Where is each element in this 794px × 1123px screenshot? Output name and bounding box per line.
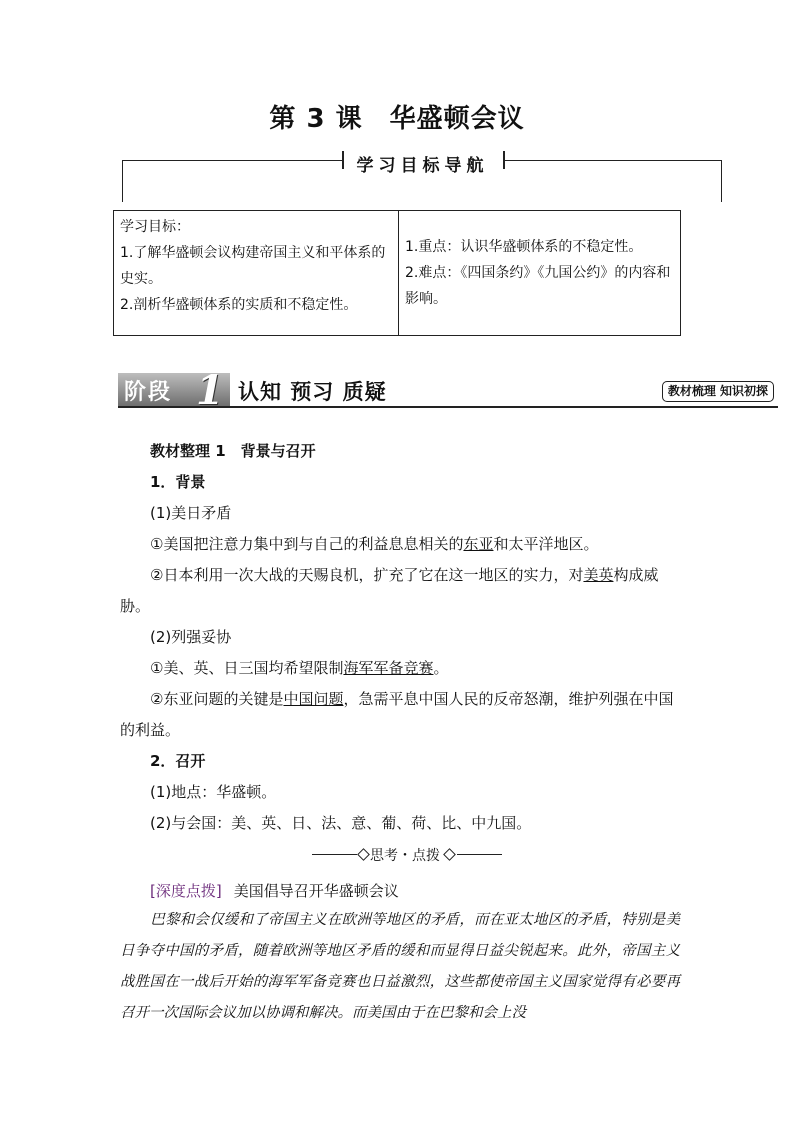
deep-heading [120,876,680,907]
goal-item-1: 1.了解华盛顿会议构建帝国主义和平体系的史实。 [120,245,386,287]
stage-title: 认知 预习 质疑 [238,379,387,404]
diamond-icon [443,848,456,861]
text-run: 构成威胁。 [120,566,659,615]
point-location: (1)地点：华盛顿。 [150,783,277,801]
text-run: ①美国把注意力集中到与自己的利益息息相关的 [150,535,464,553]
deep-tag: [深度点拨] [150,882,222,900]
lesson-title: 第 3 课 华盛顿会议 [269,104,525,134]
key-point: 1.重点：认识华盛顿体系的不稳定性。 [405,239,643,255]
nav-tick-left [342,151,344,169]
deep-text [120,905,680,1029]
section-body [120,436,680,839]
answer-underline: 中国问题 [283,690,344,708]
point-2b [120,684,680,746]
diamond-icon [357,848,370,861]
subheading-convening: 2．召开 [150,752,206,770]
goals-table [113,210,681,336]
stage-banner [118,367,778,414]
nav-rule-left-drop [122,160,123,202]
text-run: ①美、英、日三国均希望限制 [150,659,344,677]
text-run: ②日本利用一次大战的天赐良机，扩充了它在这一地区的实力，对 [150,566,584,584]
stage-tag [118,367,230,414]
text-run: 。 [433,659,449,677]
nav-rule-right-drop [721,160,722,202]
goal-item-2: 2.剖析华盛顿体系的实质和不稳定性。 [120,297,358,313]
text-run: ，急需平息中国人民的反帝怒潮，维护列强在中国的利益。 [120,690,674,739]
stage-badge: 教材梳理 知识初探 [662,381,774,402]
point-2a [120,653,680,684]
text-run: 和太平洋地区。 [493,535,599,553]
nav-rule-left [122,160,342,161]
subheading-background: 1．背景 [150,473,206,491]
divider-line-right [457,854,502,855]
point-us-japan: (1)美日矛盾 [150,504,232,522]
difficult-point: 2.难点：《四国条约》《九国公约》的内容和影响。 [405,265,671,307]
nav-label: 学习目标导航 [356,156,489,176]
point-compromise: (2)列强妥协 [150,628,232,646]
think-divider [0,845,794,865]
nav-rule-right [504,160,722,161]
stage-word: 阶段 [124,380,173,405]
section-heading: 教材整理 1 背景与召开 [150,442,316,460]
think-label: 思考・点拨 [370,848,440,864]
answer-underline: 东亚 [463,535,494,553]
point-1a [120,529,680,560]
text-run: ②东亚问题的关键是 [150,690,284,708]
goals-right-cell [399,211,681,336]
answer-underline: 海军军备竞赛 [343,659,434,677]
stage-number: 1 [196,367,224,414]
point-participants: (2)与会国：美、英、日、法、意、葡、荷、比、中九国。 [150,814,532,832]
stage-underline [118,406,778,408]
goals-left-cell [114,211,399,336]
goals-heading: 学习目标： [120,219,190,235]
point-1b [120,560,680,622]
divider-line-left [312,854,357,855]
answer-underline: 美英 [583,566,614,584]
deep-title: 美国倡导召开华盛顿会议 [233,882,399,900]
deep-paragraph: 巴黎和会仅缓和了帝国主义在欧洲等地区的矛盾，而在亚太地区的矛盾，特别是美日争夺中国的矛盾，随着欧洲等地区矛盾的缓和而显得日益尖锐起来。此外，帝国主义战胜国在一战后开始的海军军备竞赛也日益激烈，这些都使帝国主义国家觉得有必要再召开一次国际会议加以协调和解决。而美国由于在巴黎和会上没 [120,912,680,1021]
nav-tick-right [503,151,505,169]
